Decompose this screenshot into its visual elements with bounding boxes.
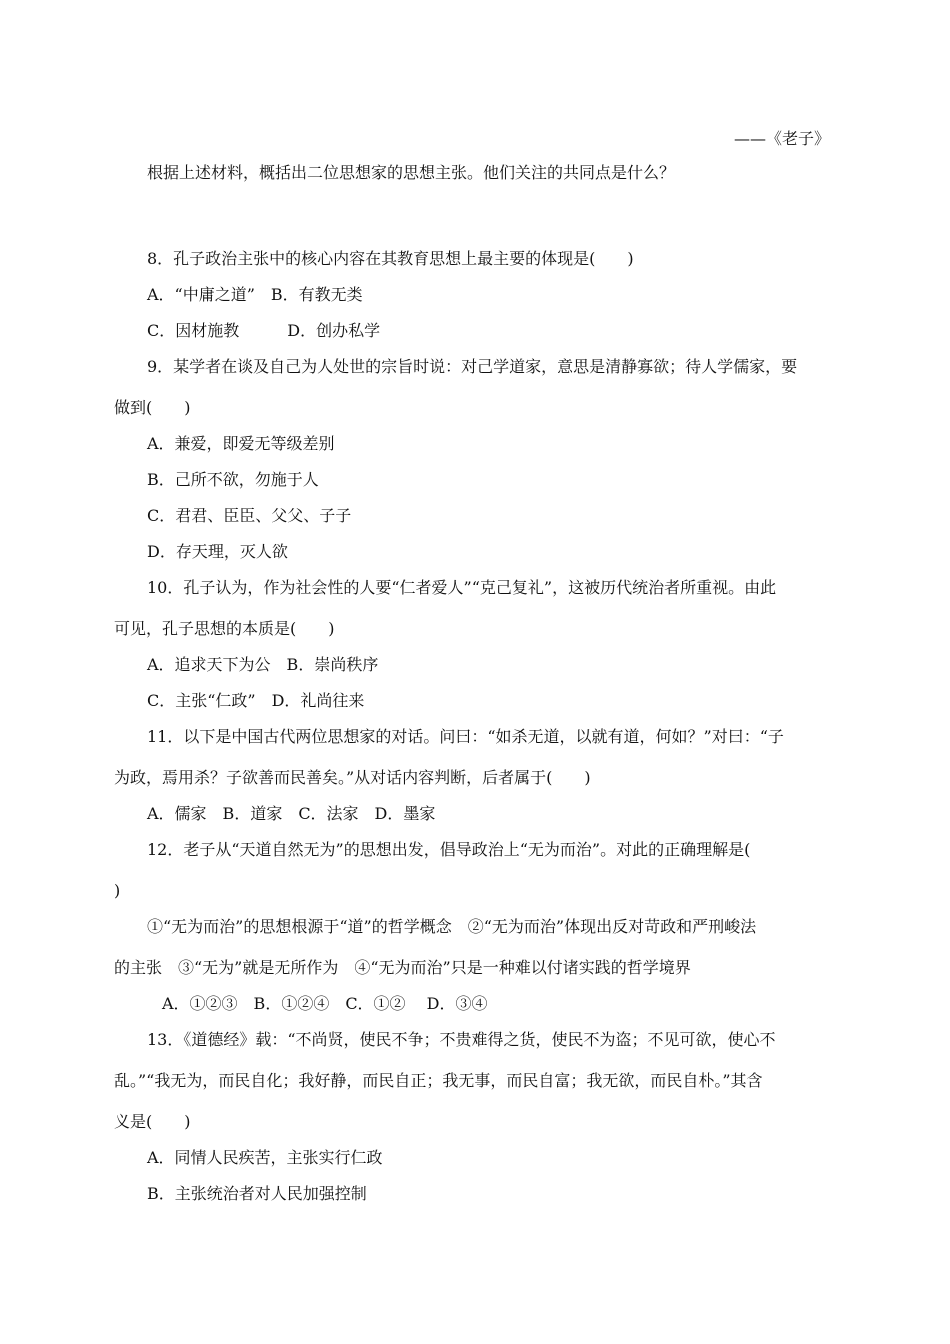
- question-10-stem-1: 10．孔子认为，作为社会性的人要“仁者爱人”“克己复礼”，这被历代统治者所重视。由此: [147, 578, 777, 597]
- question-11-options: A．儒家 B．道家 C．法家 D．墨家: [147, 804, 436, 823]
- question-8-options-1: A．“中庸之道” B．有教无类: [147, 285, 363, 304]
- question-9-option-d: D．存天理，灭人欲: [147, 542, 288, 561]
- question-11-stem-2: 为政，焉用杀？子欲善而民善矣。”从对话内容判断，后者属于( ): [114, 768, 591, 787]
- question-13-option-a: A．同情人民疾苦，主张实行仁政: [147, 1148, 383, 1167]
- question-13-option-b: B．主张统治者对人民加强控制: [147, 1184, 367, 1203]
- question-11-stem-1: 11．以下是中国古代两位思想家的对话。问曰：“如杀无道，以就有道，何如？”对曰：“子: [147, 727, 784, 746]
- question-10-stem-2: 可见，孔子思想的本质是( ): [114, 619, 335, 638]
- question-12-stem-2: ): [114, 881, 121, 900]
- prompt-question: 根据上述材料，概括出二位思想家的思想主张。他们关注的共同点是什么？: [147, 163, 676, 182]
- question-9-option-b: B．己所不欲，勿施于人: [147, 470, 319, 489]
- question-12-statements-2: 的主张 ③“无为”就是无所作为 ④“无为而治”只是一种难以付诸实践的哲学境界: [114, 958, 691, 977]
- question-9-stem-1: 9．某学者在谈及自己为人处世的宗旨时说：对己学道家，意思是清静寡欲；待人学儒家，要: [147, 357, 798, 376]
- question-9-option-c: C．君君、臣臣、父父、子子: [147, 506, 352, 525]
- question-8-options-2: C．因材施教 D．创办私学: [147, 321, 381, 340]
- question-8-stem: 8．孔子政治主张中的核心内容在其教育思想上最主要的体现是( ): [147, 249, 634, 268]
- question-12-options: A．①②③ B．①②④ C．①② D．③④: [162, 994, 488, 1013]
- question-9-stem-2: 做到( ): [114, 398, 191, 417]
- question-9-option-a: A．兼爱，即爱无等级差别: [147, 434, 335, 453]
- question-10-options-2: C．主张“仁政” D．礼尚往来: [147, 691, 365, 710]
- question-10-options-1: A．追求天下为公 B．崇尚秩序: [147, 655, 379, 674]
- question-13-stem-2: 乱。”“我无为，而民自化；我好静，而民自正；我无事，而民自富；我无欲，而民自朴。”其含: [114, 1071, 763, 1090]
- question-13-stem-3: 义是( ): [114, 1112, 191, 1131]
- question-13-stem-1: 13．《道德经》载：“不尚贤，使民不争；不贵难得之货，使民不为盗；不见可欲，使心不: [147, 1030, 776, 1049]
- question-12-stem-1: 12．老子从“天道自然无为”的思想出发，倡导政治上“无为而治”。对此的正确理解是(: [147, 840, 751, 859]
- question-12-statements-1: ①“无为而治”的思想根源于“道”的哲学概念 ②“无为而治”体现出反对苛政和严刑峻法: [147, 917, 757, 936]
- source-attribution: ——《老子》: [733, 129, 830, 148]
